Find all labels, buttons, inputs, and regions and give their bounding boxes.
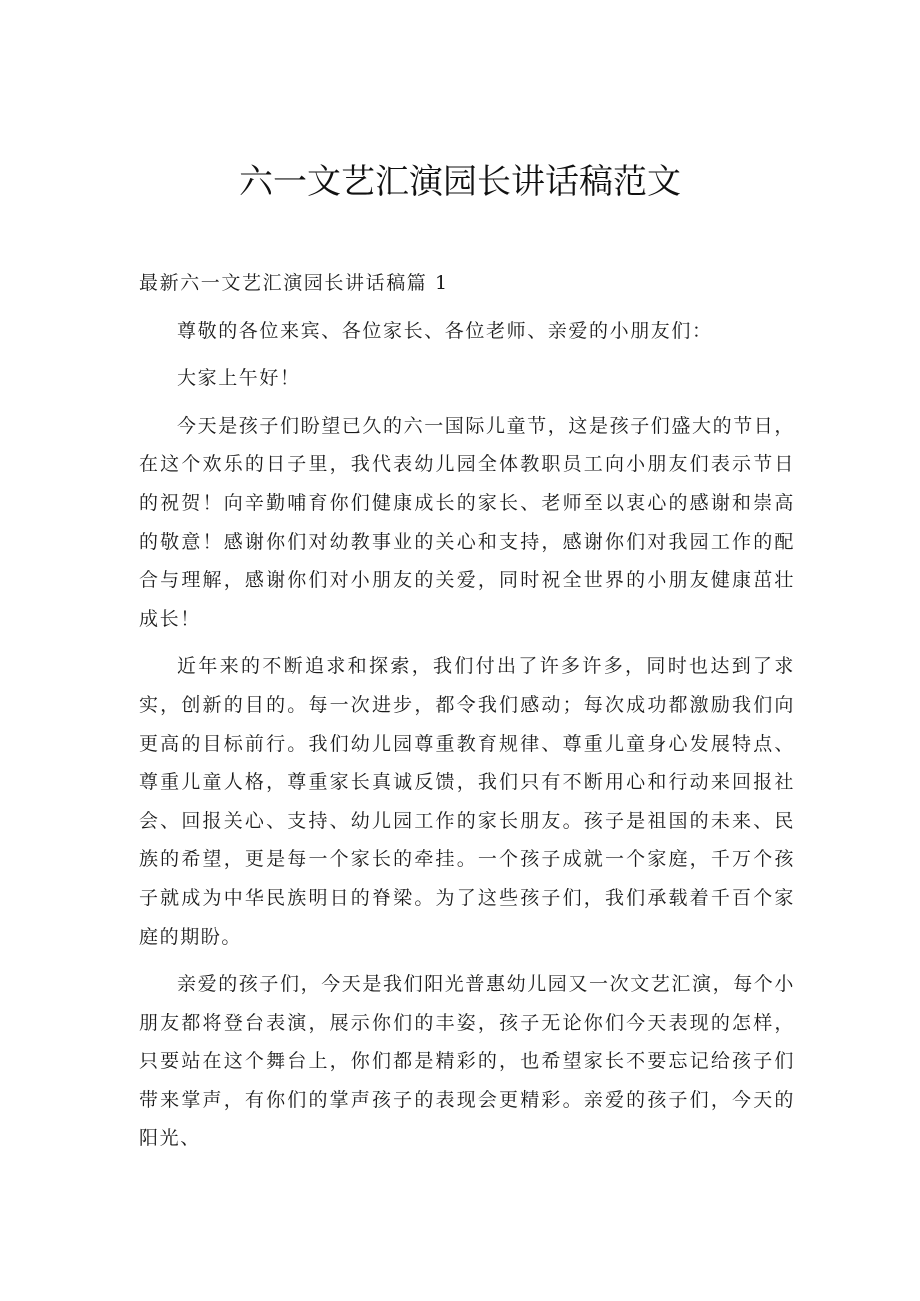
greeting-paragraph: 大家上午好！ — [177, 367, 301, 390]
body-paragraph: 近年来的不断追求和探索，我们付出了许多许多，同时也达到了求实，创新的目的。每一次进步，都令我们感动；每次成功都激励我们向更高的目标前行。我们幼儿园尊重教育规律、尊重儿童身心发展特点、尊重儿童人格，尊重家长真诚反馈，我们只有不断用心和行动来回报社会、回报关心、支持、幼儿园工作的家长朋友。孩子是祖国的未来、民族的希望，更是每一个家长的牵挂。一个孩子成就一个家庭，千万个孩子就成为中华民族明日的脊梁。为了这些孩子们，我们承载着千百个家庭的期盼。 — [139, 655, 795, 948]
body-paragraph: 今天是孩子们盼望已久的六一国际儿童节，这是孩子们盛大的节日，在这个欢乐的日子里，我代表幼儿园全体教职员工向小朋友们表示节日的祝贺！向辛勤哺育你们健康成长的家长、老师至以衷心的感谢和崇高的敬意！感谢你们对幼教事业的关心和支持，感谢你们对我园工作的配合与理解，感谢你们对小朋友的关爱，同时祝全世界的小朋友健康茁壮成长！ — [139, 414, 796, 630]
document-body — [139, 264, 795, 1167]
section-heading: 最新六一文艺汇演园长讲话稿篇 1 — [139, 272, 449, 294]
body-paragraph: 亲爱的孩子们，今天是我们阳光普惠幼儿园又一次文艺汇演，每个小朋友都将登台表演，展示你们的丰姿，孩子无论你们今天表现的怎样，只要站在这个舞台上，你们都是精彩的，也希望家长不要忘记给孩子们带来掌声，有你们的掌声孩子的表现会更精彩。亲爱的孩子们，今天的阳光、 — [139, 973, 796, 1150]
document-title: 六一文艺汇演园长讲话稿范文 — [239, 162, 681, 202]
salutation-paragraph: 尊敬的各位来宾、各位家长、各位老师、亲爱的小朋友们： — [177, 319, 713, 342]
